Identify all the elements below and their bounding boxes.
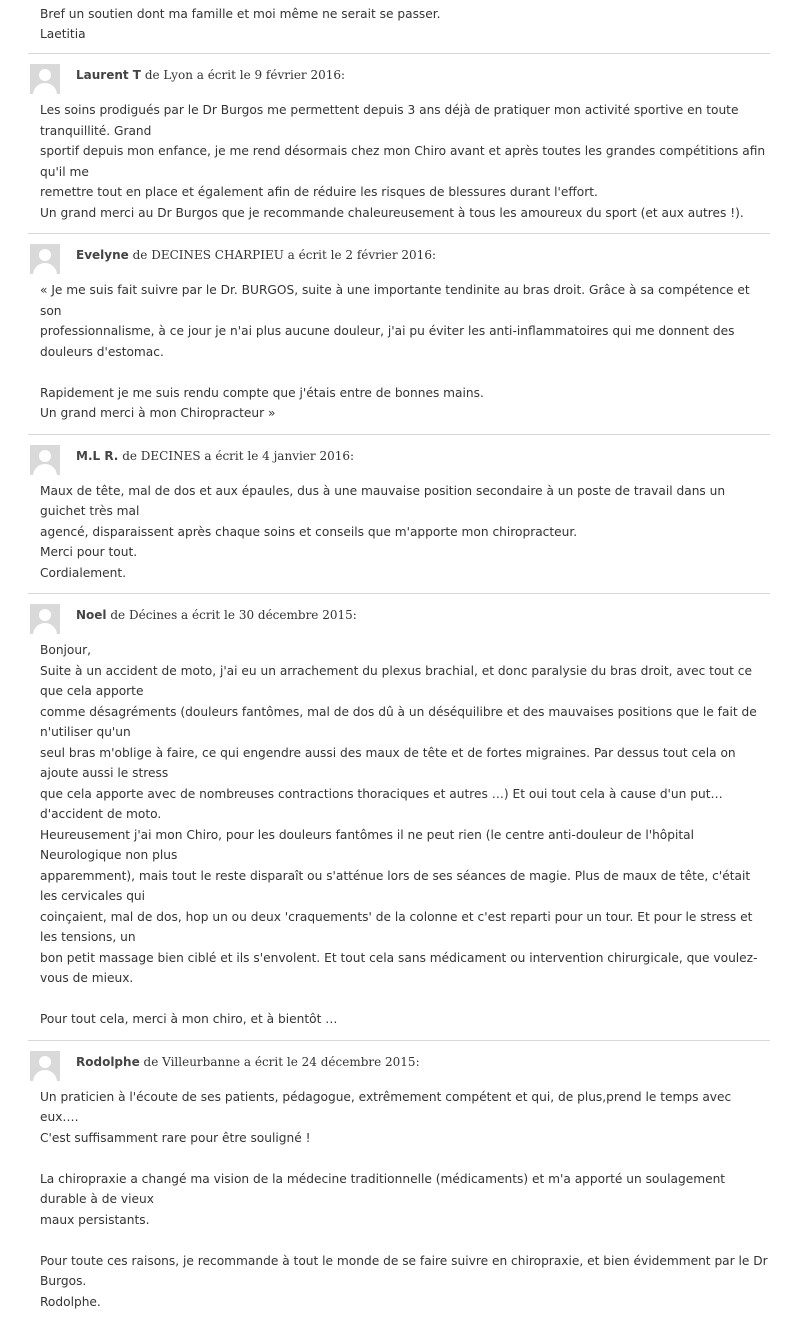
author-location-date: de DECINES a écrit le 4 janvier 2016: [122, 449, 354, 463]
paragraph-gap [40, 362, 770, 383]
review-meta [76, 68, 345, 82]
review-line: La chiropraxie a changé ma vision de la médecine traditionnelle (médicaments) et m'a apporté un soulagement durable à de vieux [40, 1169, 770, 1210]
review-header [28, 594, 770, 640]
review-line: Cordialement. [40, 563, 770, 584]
review-item [28, 54, 770, 229]
author-name: Evelyne [76, 248, 129, 262]
review-line: Un grand merci au Dr Burgos que je recommande chaleureusement à tous les amoureux du sport (et aux autres !). [40, 203, 770, 224]
paragraph-gap [40, 1230, 770, 1251]
author-name: Rodolphe [76, 1055, 140, 1069]
review-text [28, 640, 770, 1036]
review-text [28, 280, 770, 430]
testimonials-list [28, 0, 770, 1318]
review-item [28, 234, 770, 430]
review-text [28, 100, 770, 229]
review-line: professionnalisme, à ce jour je n'ai plus aucune douleur, j'ai pu éviter les anti-inflammatoires qui me donnent des douleurs d'estomac. [40, 321, 770, 362]
review-signature: Laetitia [40, 24, 770, 44]
review-meta [76, 449, 354, 463]
review-text [28, 1087, 770, 1318]
author-name: Noel [76, 608, 107, 622]
review-line: maux persistants. [40, 1210, 770, 1231]
review-line: Les soins prodigués par le Dr Burgos me permettent depuis 3 ans déjà de pratiquer mon activité sportive en toute tranquillité. Grand [40, 100, 770, 141]
review-line: « Je me suis fait suivre par le Dr. BURGOS, suite à une importante tendinite au bras droit. Grâce à sa compétence et son [40, 280, 770, 321]
review-meta [76, 1055, 420, 1069]
review-meta [76, 248, 436, 262]
avatar-icon [30, 1051, 60, 1081]
paragraph-gap [40, 1148, 770, 1169]
review-line: bon petit massage bien ciblé et ils s'envolent. Et tout cela sans médicament ou intervention chirurgicale, que voulez-vous de mieux. [40, 948, 770, 989]
author-name: M.L R. [76, 449, 118, 463]
review-line: C'est suffisamment rare pour être souligné ! [40, 1128, 770, 1149]
review-line: seul bras m'oblige à faire, ce qui engendre aussi des maux de tête et de fortes migraines. Par dessus tout cela on ajoute aussi le stress [40, 743, 770, 784]
review-line: Un grand merci à mon Chiropracteur » [40, 403, 770, 424]
review-item [28, 435, 770, 590]
review-line: Heureusement j'ai mon Chiro, pour les douleurs fantômes il ne peut rien (le centre anti-douleur de l'hôpital Neurologique non plus [40, 825, 770, 866]
review-header [28, 1041, 770, 1087]
review-line: Merci pour tout. [40, 542, 770, 563]
review-line: sportif depuis mon enfance, je me rend désormais chez mon Chiro avant et après toutes les grandes compétitions afin qu'il me [40, 141, 770, 182]
review-line: agencé, disparaissent après chaque soins et conseils que m'apporte mon chiropracteur. [40, 522, 770, 543]
review-line: comme désagréments (douleurs fantômes, mal de dos dû à un déséquilibre et des mauvaises positions que le fait de n'utiliser qu'un [40, 702, 770, 743]
author-location-date: de Villeurbanne a écrit le 24 décembre 2015: [144, 1055, 420, 1069]
review-line: remettre tout en place et également afin de réduire les risques de blessures durant l'effort. [40, 182, 770, 203]
review-text [28, 481, 770, 590]
review-line: Rapidement je me suis rendu compte que j'étais entre de bonnes mains. [40, 383, 770, 404]
review-line: coinçaient, mal de dos, hop un ou deux 'craquements' de la colonne et c'est reparti pour un tour. Et pour le stress et les tensions, un [40, 907, 770, 948]
review-line: Maux de tête, mal de dos et aux épaules, dus à une mauvaise position secondaire à un poste de travail dans un guichet très mal [40, 481, 770, 522]
review-line: Pour tout cela, merci à mon chiro, et à bientôt … [40, 1009, 770, 1030]
author-location-date: de Décines a écrit le 30 décembre 2015: [110, 608, 356, 622]
review-line: apparemment), mais tout le reste disparaît ou s'atténue lors de ses séances de magie. Plus de maux de tête, c'était les cervicales qui [40, 866, 770, 907]
review-header [28, 54, 770, 100]
review-line: Pour toute ces raisons, je recommande à tout le monde de se faire suivre en chiropraxie, et bien évidemment par le Dr Burgos. [40, 1251, 770, 1292]
avatar-icon [30, 244, 60, 274]
review-meta [76, 608, 357, 622]
review-item [28, 594, 770, 1036]
paragraph-gap [40, 989, 770, 1010]
review-line: que cela apporte avec de nombreuses contractions thoraciques et autres …) Et oui tout cela à cause d'un put… d'accident de moto. [40, 784, 770, 825]
avatar-icon [30, 64, 60, 94]
author-location-date: de Lyon a écrit le 9 février 2016: [145, 68, 345, 82]
review-line: Bref un soutien dont ma famille et moi même ne serait se passer. [40, 4, 770, 24]
review-item [28, 1041, 770, 1318]
avatar-icon [30, 445, 60, 475]
review-line: Un praticien à l'écoute de ses patients, pédagogue, extrêmement compétent et qui, de plus,prend le temps avec eux…. [40, 1087, 770, 1128]
review-line: Suite à un accident de moto, j'ai eu un arrachement du plexus brachial, et donc paralysie du bras droit, avec tout ce que cela apporte [40, 661, 770, 702]
review-line: Bonjour, [40, 640, 770, 661]
review-line: Rodolphe. [40, 1292, 770, 1313]
review-header [28, 435, 770, 481]
avatar-icon [30, 604, 60, 634]
review-header [28, 234, 770, 280]
previous-review-tail [28, 0, 770, 44]
author-location-date: de DECINES CHARPIEU a écrit le 2 février 2016: [133, 248, 436, 262]
author-name: Laurent T [76, 68, 141, 82]
